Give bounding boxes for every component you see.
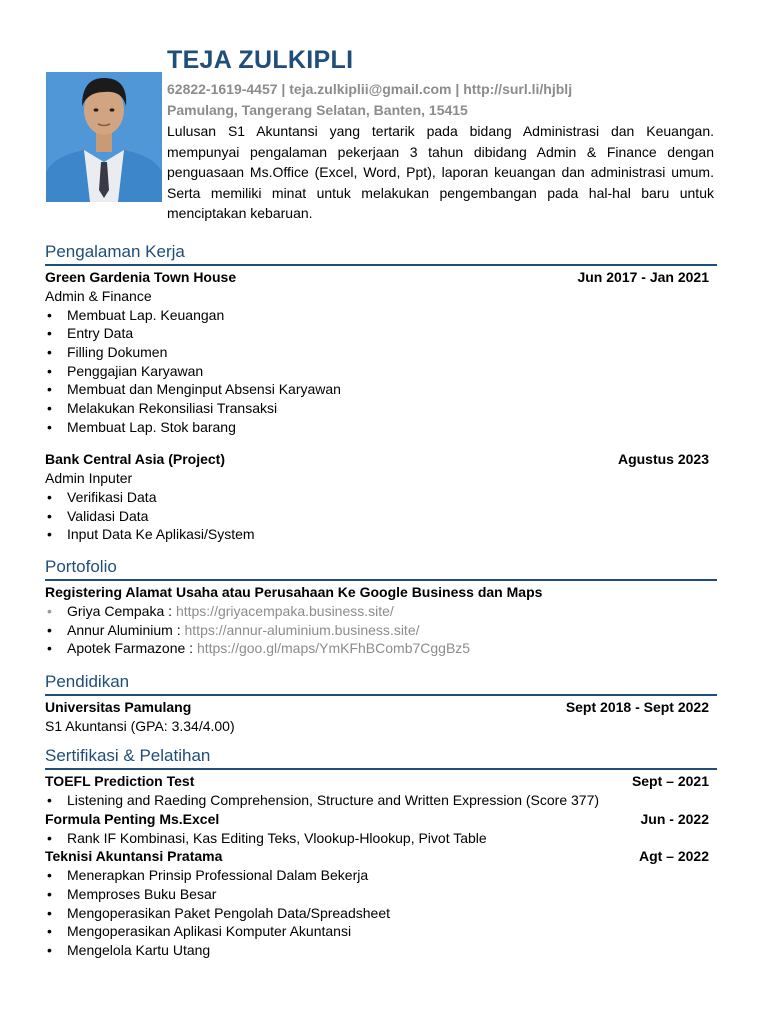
section-title: Pendidikan (45, 672, 130, 691)
certification-header (45, 772, 717, 791)
job-task-list (45, 488, 717, 544)
list-item: • Verifikasi Data (45, 488, 717, 507)
section-title: Pengalaman Kerja (45, 242, 185, 261)
candidate-name: TEJA ZULKIPLI (167, 46, 354, 74)
job-header (45, 450, 717, 469)
job-role: Admin & Finance (45, 288, 152, 304)
portfolio-link[interactable]: https://annur-aluminium.business.site/ (184, 621, 420, 638)
job-date: Agustus 2023 (617, 451, 709, 468)
section-divider (45, 694, 717, 696)
certification-header (45, 847, 717, 866)
portfolio-link[interactable]: https://griyacempaka.business.site/ (175, 603, 394, 619)
section-certification (45, 745, 717, 960)
email-address[interactable]: teja.zulkiplii@gmail.com (289, 81, 452, 97)
section-divider (45, 264, 717, 266)
list-item: • Rank IF Kombinasi, Kas Editing Teks, Vlookup-Hlookup, Pivot Table (45, 829, 717, 848)
list-item: • Membuat Lap. Keuangan (45, 306, 717, 325)
education-date: Sept 2018 - Sept 2022 (565, 699, 709, 715)
website-link[interactable]: http://surl.li/hjblj (463, 81, 573, 97)
degree: S1 Akuntansi (GPA: 3.34/4.00) (45, 718, 235, 734)
profile-photo (46, 72, 162, 202)
certification-header (45, 810, 717, 829)
section-divider (45, 768, 717, 770)
list-item: • Mengoperasikan Paket Pengolah Data/Spreadsheet (45, 904, 717, 923)
section-portfolio (45, 556, 717, 658)
address: Pamulang, Tangerang Selatan, Banten, 15415 (167, 102, 468, 118)
job-role: Admin Inputer (45, 470, 133, 487)
section-title: Portofolio (45, 557, 117, 576)
certification-date: Jun - 2022 (640, 810, 709, 827)
certification-name: Teknisi Akuntansi Pratama (45, 848, 223, 865)
list-item: • Validasi Data (45, 507, 717, 526)
certification-date: Sept – 2021 (631, 773, 709, 789)
job-date: Jun 2017 - Jan 2021 (577, 269, 709, 285)
list-item: • Memproses Buku Besar (45, 885, 717, 904)
portfolio-link[interactable]: https://goo.gl/maps/YmKFhBComb7CggBz5 (196, 640, 471, 657)
job-company: Green Gardenia Town House (45, 269, 237, 285)
section-experience (45, 241, 717, 544)
list-item: • Listening and Raeding Comprehension, Structure and Written Expression (Score 377) (45, 791, 717, 810)
list-item: • Mengoperasikan Aplikasi Komputer Akuntansi (45, 922, 717, 941)
job-company: Bank Central Asia (Project) (45, 451, 225, 468)
list-item: • Mengelola Kartu Utang (45, 941, 717, 960)
section-education (45, 671, 717, 736)
list-item: • Annur Aluminium : https://annur-aluminium.business.site/ (45, 621, 717, 640)
profile-summary: Lulusan S1 Akuntansi yang tertarik pada bidang Administrasi dan Keuangan. mempunyai pengalaman pekerjaan 3 tahun dibidang Admin & Finance dengan penguasaan Ms.Office (Excel, Word, Ppt), laporan keuangan dan administrasi umum. Serta memiliki minat untuk melakukan pengembangan pada hal-hal baru untuk menciptakan kebaruan. (167, 123, 714, 221)
certification-points (45, 866, 717, 959)
section-title: Sertifikasi & Pelatihan (45, 746, 211, 765)
job-task-list (45, 306, 717, 437)
list-item: • Griya Cempaka : https://griyacempaka.business.site/ (45, 602, 717, 621)
list-item: • Filling Dokumen (45, 343, 717, 362)
contact-line (167, 81, 572, 97)
school-name: Universitas Pamulang (45, 699, 192, 715)
portfolio-heading: Registering Alamat Usaha atau Perusahaan Ke Google Business dan Maps (45, 584, 543, 600)
certification-points (45, 791, 717, 810)
list-item: • Melakukan Rekonsiliasi Transaksi (45, 399, 717, 418)
list-item: • Apotek Farmazone : https://goo.gl/maps/YmKFhBComb7CggBz5 (45, 639, 717, 658)
certification-date: Agt – 2022 (638, 848, 709, 865)
list-item: • Membuat dan Menginput Absensi Karyawan (45, 380, 717, 399)
education-header (45, 698, 717, 717)
certification-name: Formula Penting Ms.Excel (45, 810, 220, 827)
separator: | (277, 81, 290, 97)
certification-name: TOEFL Prediction Test (45, 773, 195, 789)
portfolio-list (45, 602, 717, 658)
job-header (45, 268, 717, 287)
list-item: • Entry Data (45, 324, 717, 343)
list-item: • Menerapkan Prinsip Professional Dalam Bekerja (45, 866, 717, 885)
section-divider (45, 579, 717, 581)
list-item: • Input Data Ke Aplikasi/System (45, 525, 717, 544)
separator: | (451, 81, 464, 97)
phone-number: 62822-1619-4457 (167, 81, 278, 97)
list-item: • Penggajian Karyawan (45, 362, 717, 381)
certification-points (45, 829, 717, 848)
list-item: • Membuat Lap. Stok barang (45, 418, 717, 437)
